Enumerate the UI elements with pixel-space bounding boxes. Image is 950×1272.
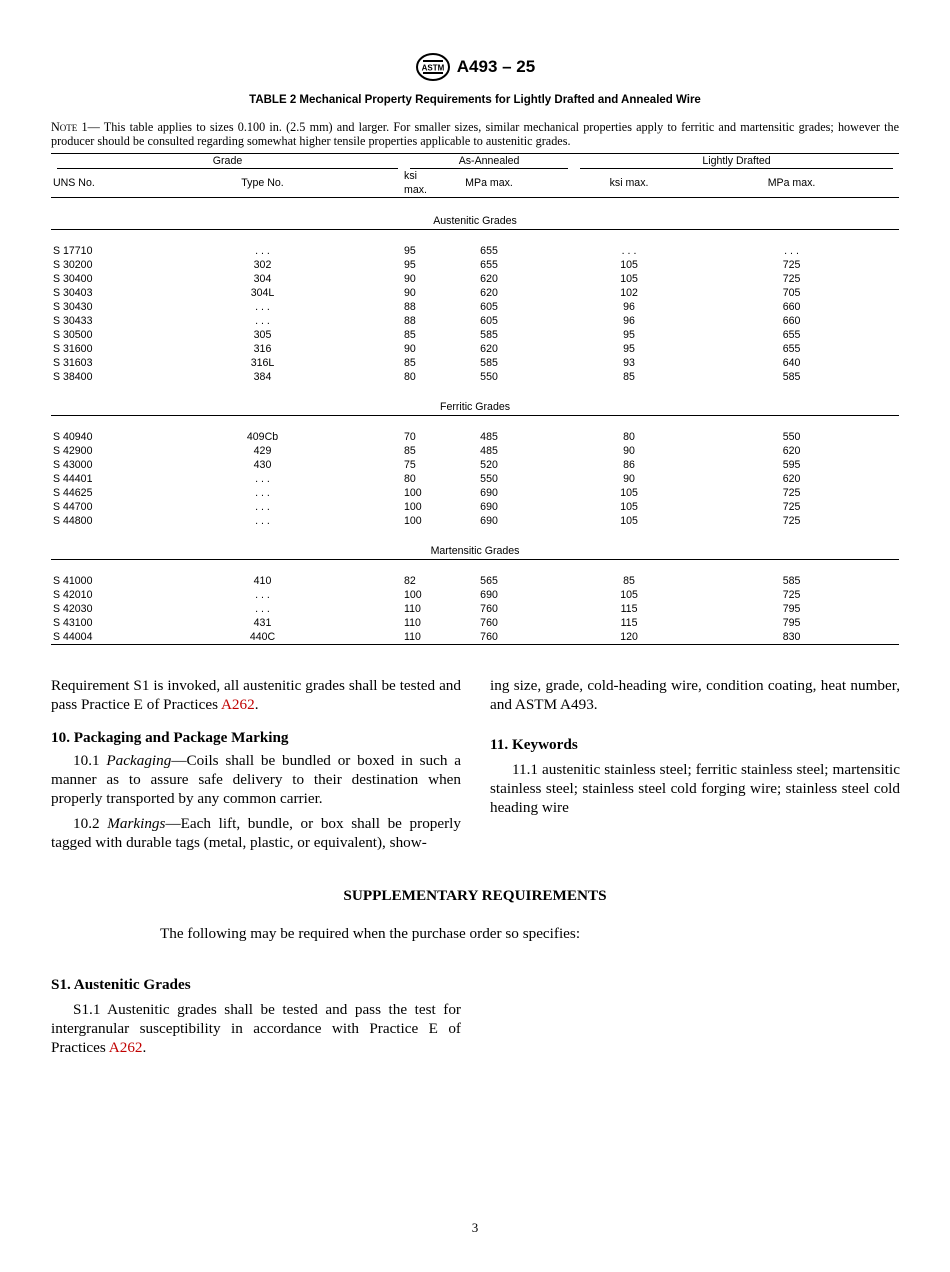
table-row: S 30500 305 85 585 95 655 [51,328,899,342]
table-row: S 44625 . . . 100 690 105 725 [51,486,899,500]
table-cell: 384 [253,371,272,383]
table-cell: S 41000 [53,575,93,587]
table-cell: 690 [480,501,498,513]
table-row: S 42900 429 85 485 90 620 [51,444,899,458]
column-header-drafted-mpa: MPa max. [684,169,899,198]
table-cell: 725 [782,487,801,499]
note-text: — This table applies to sizes 0.100 in. (2.5 mm) and larger. For smaller sizes, similar mechanical properties apply to ferritic and martensitic grades; however the producer should be consulted regarding somewhat higher tensile properties applicable to austenitic grades. [51,120,900,148]
table-cell: 585 [480,357,498,369]
table-cell: S 44700 [53,501,93,513]
table-cell: 830 [684,630,899,645]
table-cell: S 42010 [53,589,93,601]
column-header-drafted-ksi: ksi max. [574,169,684,198]
table-cell: 795 [782,603,801,615]
table-cell: 655 [782,329,801,341]
group-header-lightly-drafted: Lightly Drafted [574,154,899,170]
table-cell: . . . [255,589,270,601]
table-cell: S 30400 [53,273,93,285]
table-cell: 725 [782,259,801,271]
table-cell: 605 [480,301,498,313]
table-cell: 760 [480,603,498,615]
section-label: Martensitic Grades [51,528,899,560]
table-cell: 305 [253,329,272,341]
table-cell: S 30500 [53,329,93,341]
table-cell: 690 [480,589,498,601]
table-cell: . . . [784,245,799,257]
table-cell: 120 [574,630,684,645]
right-column [490,676,900,817]
table-row: S 30430 . . . 88 605 96 660 [51,300,899,314]
table-cell: 304 [253,273,272,285]
table-cell: 585 [782,575,801,587]
table-cell: S 31600 [53,343,93,355]
table-row: S 44401 . . . 80 550 90 620 [51,472,899,486]
table-row: S 41000 410 82 565 85 585 [51,574,899,588]
continued-paragraph-right: ing size, grade, cold-heading wire, condition coating, heat number, and ASTM A493. [490,677,900,713]
table-cell: 95 [623,329,635,341]
table-cell: S 30430 [53,301,93,313]
table-cell: 690 [480,515,498,527]
group-header-as-annealed: As-Annealed [404,154,574,170]
table-cell: 93 [623,357,635,369]
table-cell: 95 [623,343,635,355]
table-cell: 620 [480,273,498,285]
table-cell: 760 [480,617,498,629]
document-designation: A493 – 25 [456,57,536,76]
table-cell: 85 [623,575,635,587]
table-cell: 620 [480,343,498,355]
s1-section [51,975,461,1057]
table-cell: 90 [623,445,635,457]
page-header [0,52,950,87]
table-cell: S 42030 [53,603,93,615]
astm-logo-icon [415,52,451,82]
table-cell: 660 [782,315,801,327]
table-cell: . . . [255,515,270,527]
table-row: S 44800 . . . 100 690 105 725 [51,514,899,528]
table-cell: 620 [480,287,498,299]
table-cell: 304L [250,287,275,299]
page-number: 3 [471,1220,479,1235]
table-cell: S 30433 [53,315,93,327]
table-row: S 44004 440C 110 760 120 830 [51,630,899,645]
table-row: S 31600 316 90 620 95 655 [51,342,899,356]
s1-heading: S1. Austenitic Grades [51,976,191,993]
table-cell: 86 [623,459,635,471]
table-cell: S 42900 [53,445,93,457]
column-header-type: Type No. [121,169,404,198]
table-row: S 30433 . . . 88 605 96 660 [51,314,899,328]
table-row: S 30403 304L 90 620 102 705 [51,286,899,300]
table-cell: 620 [782,473,801,485]
table-title: TABLE 2 Mechanical Property Requirements for Lightly Drafted and Annealed Wire [249,94,701,106]
table-row: S 38400 384 80 550 85 585 [51,370,899,384]
table-cell: S 43100 [53,617,93,629]
table-row: S 40940 409Cb 70 485 80 550 [51,430,899,444]
table-cell: 105 [620,273,638,285]
paragraph-11-1: 11.1 austenitic stainless steel; ferritic stainless steel; martensitic stainless steel; stainless steel cold forging wire; stainless steel cold heading wire [490,761,900,816]
table-cell: S 30403 [53,287,93,299]
table-cell: S 44004 [51,630,121,645]
table-cell: S 31603 [53,357,93,369]
table-cell: 550 [782,431,801,443]
table-cell: 760 [404,630,574,645]
table-cell: 605 [480,315,498,327]
group-header-grade: Grade [51,154,404,170]
table-row: S 31603 316L 85 585 93 640 [51,356,899,370]
table-row: S 30200 302 95 655 105 725 [51,258,899,272]
section-10-heading: 10. Packaging and Package Marking [51,729,289,746]
table-row: S 43100 431 110 760 115 795 [51,616,899,630]
table-row: S 44700 . . . 100 690 105 725 [51,500,899,514]
table-cell: . . . [255,603,270,615]
table-row: S 17710 . . . 95 655 . . . . . . [51,244,899,258]
table-cell: 725 [782,273,801,285]
table-cell: 409Cb [246,431,279,443]
table-cell: 431 [253,617,272,629]
a262-link[interactable]: A262 [220,696,255,713]
table-cell: S 44800 [53,515,93,527]
table-cell: . . . [255,487,270,499]
supplementary-intro: The following may be required when the purchase order so specifies: [160,925,581,942]
a262-link-s1[interactable]: A262 [108,1039,143,1056]
table-note [51,120,899,148]
table-cell: 795 [782,617,801,629]
paragraph-10-2: 10.2 Markings—Each lift, bundle, or box shall be properly tagged with durable tags (metal, plastic, or equivalent), show- [51,815,461,851]
table-cell: S 43000 [53,459,93,471]
table-cell: 429 [253,445,272,457]
table-row: S 42010 . . . 100 690 105 725 [51,588,899,602]
table-cell: 585 [480,329,498,341]
table-row: S 42030 . . . 110 760 115 795 [51,602,899,616]
table-cell: 660 [782,301,801,313]
table-cell: 96 [623,301,635,313]
table-cell: S 44401 [53,473,93,485]
table-cell: 485 [480,445,498,457]
table-cell: 565 [480,575,498,587]
section-header-row [51,198,899,230]
section-11-heading: 11. Keywords [490,736,578,753]
table-cell: . . . [255,301,270,313]
table-cell: 640 [782,357,801,369]
column-header-uns: UNS No. [51,169,121,198]
table-cell: 725 [782,589,801,601]
table-cell: 80 [623,431,635,443]
section-label: Ferritic Grades [51,384,899,416]
table-cell: 705 [782,287,801,299]
table-cell: 85 [623,371,635,383]
table-cell: 585 [782,371,801,383]
table-cell: 105 [620,487,638,499]
table-cell: 96 [623,315,635,327]
table-cell: 102 [620,287,638,299]
table-cell: 440C [121,630,404,645]
table-cell: 550 [480,371,498,383]
table-cell: 105 [620,589,638,601]
table-row: S 43000 430 75 520 86 595 [51,458,899,472]
table-cell: 655 [480,259,498,271]
table-cell: 655 [782,343,801,355]
section-header-row [51,384,899,416]
section-label: Austenitic Grades [51,198,899,230]
table-row: S 30400 304 90 620 105 725 [51,272,899,286]
table-cell: 725 [782,515,801,527]
table-cell: S 44625 [53,487,93,499]
table-cell: 595 [782,459,801,471]
left-column [51,676,461,852]
table-cell: 316L [250,357,275,369]
table-cell: . . . [255,501,270,513]
table-cell: 485 [480,431,498,443]
table-cell: 520 [480,459,498,471]
table-cell: . . . [255,315,270,327]
table-cell: S 17710 [53,245,93,257]
table-cell: 115 [620,603,638,615]
table-cell: 105 [620,515,638,527]
table-cell: . . . [255,473,270,485]
column-header-annealed-mpa: MPa max. [404,169,574,198]
table-cell: 690 [480,487,498,499]
table-cell: 316 [253,343,272,355]
supplementary-title: SUPPLEMENTARY REQUIREMENTS [343,887,607,904]
mechanical-property-table: Grade As-Annealed Lightly Drafted UNS No. Type No. ksi max. MPa max. ksi max. MPa max. Austenitic Grades S 17710 . . . 95 655 . . . . . . S 30200 302 95 655 105 725 S 30400 304 90 620 105 725 S 30403 304L 90 620 102 705 S 30430 . . . 88 605 96 660 S 30433 . . . 88 605 96 660 S 30500 305 85 585 95 655 S 31600 316 90 620 95 655 S 31603 316L 85 585 93 640 S 38400 384 80 550 85 585 Ferritic Grades S 40940 409Cb 70 485 80 550 S 42900 429 85 485 90 620 S 43000 430 75 520 86 595 S 44401 . . . 80 550 90 620 S 44625 . . . 100 690 105 725 S 44700 . . . 100 690 105 725 S 44800 . . . 100 690 105 725 Martensitic Grades S 41000 410 82 565 85 585 S 42010 . . . 100 690 105 725 S 42030 . . . 110 760 115 795 S 43100 431 110 760 115 795 S 44004 440C 110 760 120 830 [51,153,899,645]
table-cell: 410 [253,575,272,587]
section-header-row [51,528,899,560]
table-cell: 302 [253,259,272,271]
table-cell: S 40940 [53,431,93,443]
table-cell: 430 [253,459,272,471]
paragraph-s1-1: S1.1 Austenitic grades shall be tested and pass the test for intergranular susceptibility in accordance with Practice E of Practices A262. [51,1001,461,1056]
table-cell: 115 [620,617,638,629]
table-cell: 725 [782,501,801,513]
table-cell: 620 [782,445,801,457]
table-cell: 90 [623,473,635,485]
table-cell: . . . [255,245,270,257]
table-cell: 105 [620,501,638,513]
table-cell: . . . [621,245,637,257]
table-cell: S 38400 [53,371,93,383]
continued-paragraph: Requirement S1 is invoked, all austenitic grades shall be tested and pass Practice E of Practices A262. [51,677,461,713]
table-cell: 105 [620,259,638,271]
paragraph-10-1: 10.1 Packaging—Coils shall be bundled or boxed in such a manner as to assure safe delivery to their destination when properly transported by any common carrier. [51,752,462,807]
svg-text:ASTM: ASTM [421,63,445,73]
table-cell: S 30200 [53,259,93,271]
note-label: Note 1 [51,120,88,134]
table-cell: 655 [480,245,498,257]
table-cell: 550 [480,473,498,485]
